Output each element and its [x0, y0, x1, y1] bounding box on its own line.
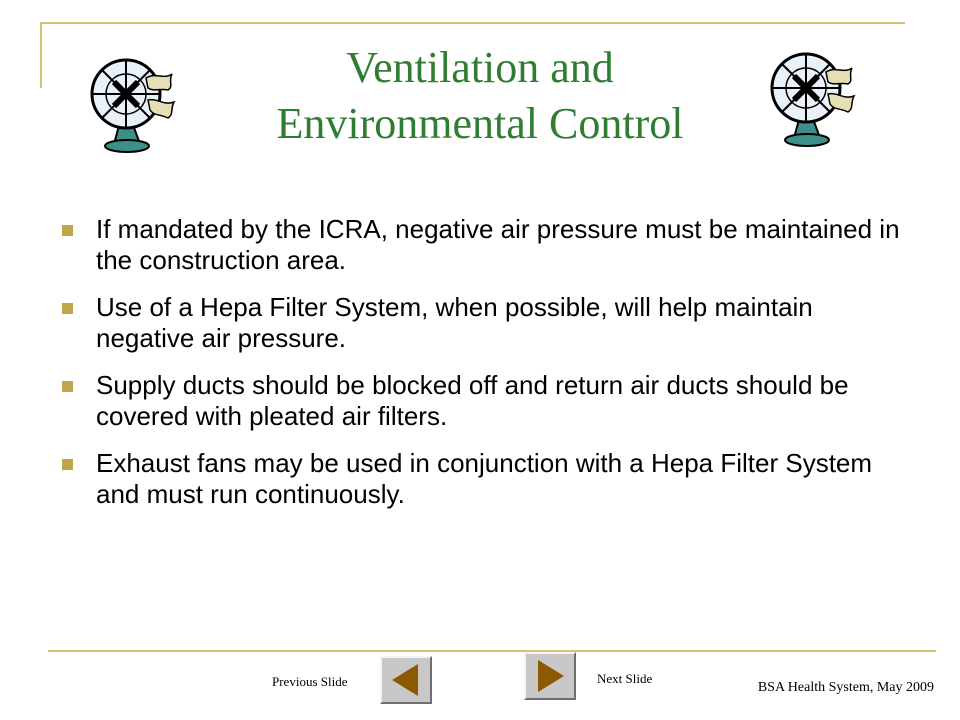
bullet-item — [62, 214, 902, 276]
frame-left-line — [40, 22, 42, 88]
frame-top-line — [40, 22, 905, 24]
square-bullet-icon — [62, 303, 73, 314]
bullet-item — [62, 370, 902, 432]
bullet-item — [62, 292, 902, 354]
arrow-right-icon — [526, 654, 574, 698]
next-slide-button[interactable] — [524, 652, 576, 700]
previous-slide-label: Previous Slide — [272, 674, 348, 689]
arrow-left-icon — [382, 658, 430, 702]
fan-icon — [764, 46, 860, 150]
square-bullet-icon — [62, 381, 73, 392]
frame-bottom-line — [48, 650, 936, 652]
bullet-text: Exhaust fans may be used in conjunction with a Hepa Filter System and must run continuously. — [96, 448, 873, 509]
footer-note: BSA Health System, May 2009 — [757, 680, 934, 695]
square-bullet-icon — [62, 225, 73, 236]
bullet-list — [62, 214, 902, 526]
bullet-text: If mandated by the ICRA, negative air pressure must be maintained in the construction area. — [96, 214, 900, 275]
previous-slide-button[interactable] — [380, 656, 432, 704]
fan-icon — [84, 52, 180, 156]
bullet-item — [62, 448, 902, 510]
next-slide-label: Next Slide — [597, 671, 653, 686]
bullet-text: Supply ducts should be blocked off and return air ducts should be covered with pleated air filters. — [96, 370, 849, 431]
slide-title — [200, 40, 760, 152]
title-line-2: Environmental Control — [276, 99, 684, 148]
title-line-1: Ventilation and — [346, 43, 614, 92]
bullet-text: Use of a Hepa Filter System, when possible, will help maintain negative air pressure. — [96, 292, 813, 353]
square-bullet-icon — [62, 459, 73, 470]
